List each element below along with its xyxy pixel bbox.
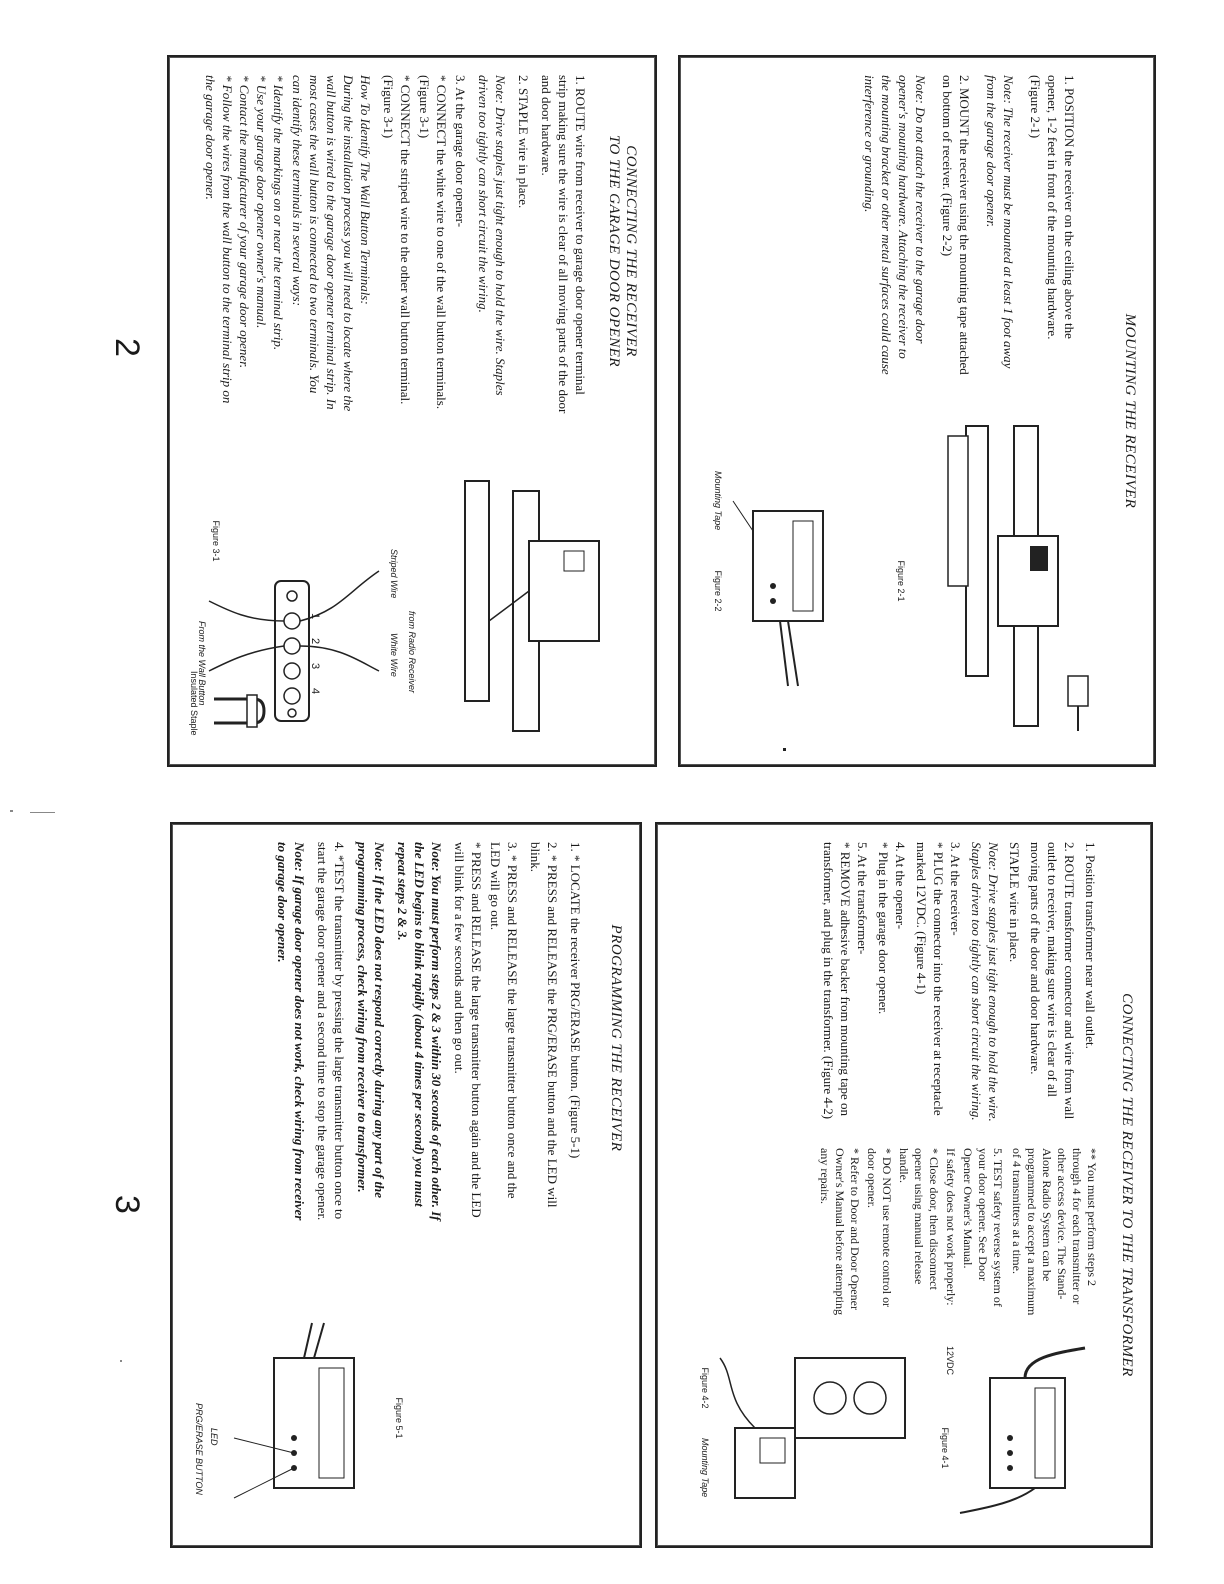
mounting-tape-callout: Mounting Tape: [700, 1438, 710, 1498]
repeat-note: ** You must perform steps 2 through 4 for each transmitter or other access device. The Stand-Alone Radio System can be programmed to accept a maximum of 4 transmitters at a time.: [1010, 1148, 1099, 1316]
step-route: 1. ROUTE wire from receiver to garage door opener terminal strip making sure the wire is clear of all moving parts of the door and door hardware.: [539, 75, 588, 414]
howto-manual: * Use your garage door opener owner's manual.: [254, 75, 269, 329]
step-at-receiver: 3. At the receiver-: [948, 842, 963, 936]
step-press-again: * PRESS and RELEASE the large transmitter button again and the LED will blink for a few seconds and then go out.: [452, 842, 484, 1218]
step-plug-opener: * Plug in the garage door opener.: [876, 842, 891, 1015]
mounting-tape-callout: Mounting Tape: [713, 471, 723, 531]
terminal-1: 1: [309, 613, 321, 620]
figure-2-1-label: Figure 2-1: [896, 560, 906, 602]
step-position-transformer: 1. Position transformer near wall outlet.: [1083, 842, 1098, 1049]
figure-4-2-illustration: [715, 1338, 915, 1518]
safety-refer-manual: * Refer to Door and Door Opener Owner's Manual before attempting any repairs.: [818, 1148, 862, 1316]
step-press-transmitter: 3. * PRESS and RELEASE the large transmitter button once and the LED will go out.: [488, 842, 520, 1199]
panel-connecting-transformer: [655, 822, 1153, 1548]
12vdc-label: 12VDC: [945, 1346, 955, 1376]
figure-4-1-label: Figure 4-1: [940, 1427, 950, 1469]
safety-close-door: * Close door, then disconnect opener using manual release handle.: [897, 1148, 941, 1290]
step-locate: 1. * LOCATE the receiver PRG/ERASE button. (Figure 5-1): [568, 842, 583, 1159]
page-number-2: 2: [107, 338, 146, 357]
figure-5-1-illustration: [224, 1318, 374, 1518]
scan-speck: [783, 748, 786, 751]
page-number-3: 3: [107, 1195, 146, 1214]
step-at-opener: 4. At the opener-: [893, 842, 908, 930]
step-test: 4. *TEST the transmitter by pressing the large transmitter button once to start the garage door opener and a second time to stop the garage opener.: [315, 842, 347, 1221]
insulated-staple-label: Insulated Staple: [189, 671, 199, 736]
step-connect-striped: * CONNECT the striped wire to the other wall button terminal. (Figure 3-1): [381, 75, 413, 405]
figure-2-2-label: Figure 2-2: [713, 570, 723, 612]
note-staples: Note: Drive staples just tight enough to hold the wire. Staples driven too tightly can short circuit the wiring.: [969, 842, 1001, 1122]
note-opener: Note: If garage door opener does not work, check wiring from receiver to garage door opener.: [275, 842, 307, 1221]
step-plug-connector: * PLUG the connector into the receiver at receptacle marked 12VDC. (Figure 4-1): [914, 842, 946, 1116]
howto-markings: * Identify the markings on or near the terminal strip.: [271, 75, 286, 351]
panel-mounting-receiver: [678, 55, 1156, 767]
insulated-staple-icon: [209, 691, 269, 731]
howto-heading: How To Identify The Wall Button Terminals:: [358, 75, 373, 305]
from-wall-label: From the Wall Button: [197, 621, 207, 706]
led-label: LED: [209, 1428, 219, 1446]
howto-text: During the installation process you will need to locate where the wall button is wired to the garage door opener terminal strip. In most cases the wall button is connected to two terminals. You can identify these terminals in several ways:: [290, 75, 356, 412]
step-route-transformer: 2. ROUTE transformer connector and wire from wall outlet to receiver, making sure wire is clear of all moving parts of the door and door hardware.: [1028, 842, 1077, 1120]
receiver-mounted-illustration: [439, 471, 629, 741]
step-position: 1. POSITION the receiver on the ceiling above the opener, 1-2 feet in front of the mounting hardware. (Figure 2-1): [1028, 75, 1077, 340]
note-distance: Note: The receiver must be mounted at least 1 foot away from the garage door opener.: [984, 75, 1016, 369]
howto-follow: * Follow the wires from the wall button to the terminal strip on the garage door opener.: [203, 75, 235, 404]
section-title-line1: CONNECTING THE RECEIVER: [623, 145, 639, 357]
terminal-numbers: [309, 613, 321, 713]
step-test-safety: 5. TEST safety reverse system of your door opener. See Door Opener Owner's Manual.: [961, 1148, 1005, 1307]
step-at-transformer: 5. At the transformer-: [855, 842, 870, 955]
step-mount: 2. MOUNT the receiver using the mounting tape attached on bottom of receiver. (Figure 2-2): [940, 75, 972, 375]
panel-connecting-opener: [167, 55, 657, 767]
step-connect-white: * CONNECT the white wire to one of the wall button terminals. (Figure 3-1): [417, 75, 449, 410]
note-hardware: Note: Do not attach the receiver to the garage door opener's mounting hardware. Attaching the receiver to the mounting bracket or other metal surfaces could cause interference or grounding.: [862, 75, 928, 375]
panel-programming-receiver: [170, 822, 642, 1548]
howto-manufacturer: * Contact the manufacturer of your garage door opener.: [237, 75, 252, 369]
figure-3-1-label: Figure 3-1: [211, 520, 221, 562]
section-title: MOUNTING THE RECEIVER: [1122, 313, 1138, 509]
scan-speck: [30, 812, 55, 813]
step-remove-backer: * REMOVE adhesive backer from mounting tape on transformer, and plug in the transformer. (Figure 4-2): [821, 842, 853, 1120]
terminal-3: 3: [309, 663, 321, 670]
section-title: CONNECTING THE RECEIVER TO THE TRANSFORMER: [1119, 993, 1135, 1377]
section-title: PROGRAMMING THE RECEIVER: [608, 924, 624, 1152]
step-staple: 2. STAPLE wire in place.: [516, 75, 531, 209]
figure-4-2-label: Figure 4-2: [700, 1367, 710, 1409]
note-timing: Note: You must perform steps 2 & 3 within 30 seconds of each other. If the LED begins to blink rapidly (about 4 times per second) you must repeat steps 2 & 3.: [395, 842, 444, 1221]
prg-erase-button-label: PRG/ERASE BUTTON: [194, 1403, 204, 1495]
step-staple: STAPLE wire in place.: [1007, 842, 1022, 963]
note-staples: Note: Drive staples just tight enough to hold the wire. Staples driven too tightly can short circuit the wiring.: [476, 75, 508, 396]
terminal-4: 4: [309, 688, 321, 695]
safety-fail-heading: If safety does not work properly:: [944, 1148, 958, 1306]
striped-wire-label: Striped Wire: [389, 549, 399, 599]
from-radio-label: from Radio Receiver: [407, 611, 417, 694]
scan-speck: [120, 1360, 122, 1362]
figure-2-2-illustration: [728, 491, 838, 691]
note-led: Note: If the LED does not respond correctly during any part of the programming process, check wiring from receiver to transformer.: [355, 842, 387, 1199]
terminal-2: 2: [309, 638, 321, 645]
step-press-prg: 2. * PRESS and RELEASE the PRG/ERASE button and the LED will blink.: [528, 842, 560, 1208]
scan-speck: [10, 810, 13, 812]
white-wire-label: White Wire: [389, 633, 399, 677]
section-title-line2: TO THE GARAGE DOOR OPENER: [606, 134, 622, 368]
safety-do-not-use: * DO NOT use remote control or door opener.: [865, 1148, 894, 1308]
step-at-opener: 3. At the garage door opener-: [453, 75, 468, 228]
figure-4-1-illustration: [955, 1338, 1095, 1518]
figure-5-1-label: Figure 5-1: [394, 1397, 404, 1439]
figure-2-1-illustration: [898, 416, 1098, 736]
